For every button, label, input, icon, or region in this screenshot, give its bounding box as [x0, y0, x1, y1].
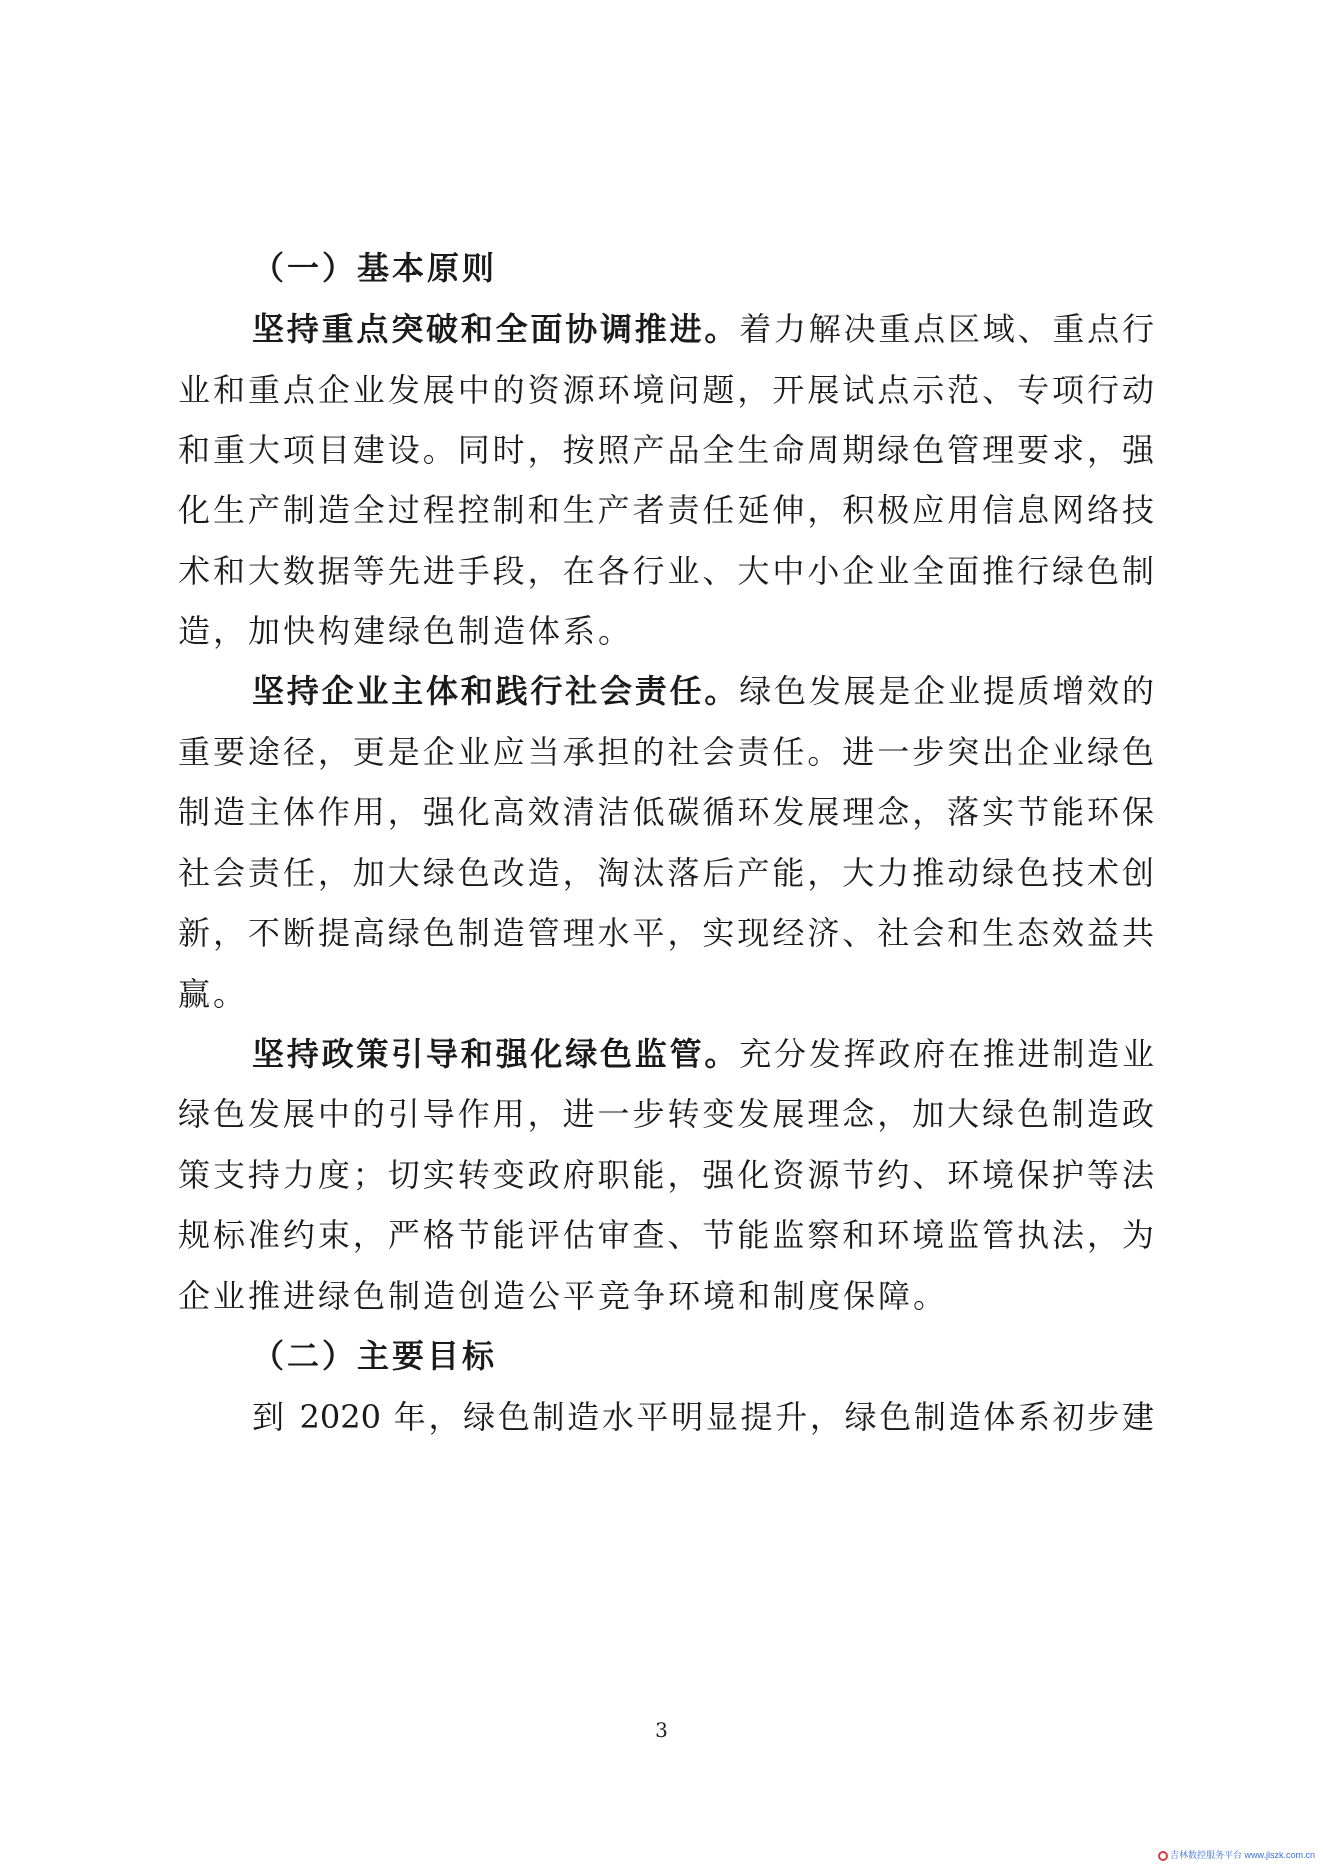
paragraph-2-line-6: 赢。	[178, 975, 249, 1013]
paragraph-2-text: 绿色发展是企业提质增效的	[739, 672, 1154, 710]
paragraph-2-lead: 坚持企业主体和践行社会责任。	[252, 672, 740, 710]
paragraph-2-line-2: 重要途径，更是企业应当承担的社会责任。进一步突出企业绿色	[178, 733, 1154, 771]
paragraph-1-line-2: 业和重点企业发展中的资源环境问题，开展试点示范、专项行动	[178, 371, 1154, 409]
paragraph-2-line-5: 新，不断提高绿色制造管理水平，实现经济、社会和生态效益共	[178, 914, 1154, 952]
paragraph-1-lead: 坚持重点突破和全面协调推进。	[252, 310, 740, 348]
paragraph-3-line-3: 策支持力度；切实转变政府职能，强化资源节约、环境保护等法	[178, 1156, 1154, 1194]
paragraph-1-line-1	[252, 309, 1154, 349]
paragraph-1-line-3: 和重大项目建设。同时，按照产品全生命周期绿色管理要求，强	[178, 431, 1154, 469]
paragraph-3-line-5: 企业推进绿色制造创造公平竞争环境和制度保障。	[178, 1277, 949, 1315]
watermark-logo-icon	[1158, 1851, 1168, 1861]
paragraph-1-line-4: 化生产制造全过程控制和生产者责任延伸，积极应用信息网络技	[178, 491, 1154, 529]
paragraph-2-line-1	[252, 671, 1154, 711]
section-heading-main-goals: （二）主要目标	[252, 1337, 498, 1375]
watermark-text: 吉林数控服务平台 www.jlszk.com.cn	[1169, 1850, 1315, 1860]
paragraph-3-line-1	[252, 1034, 1154, 1074]
section-2-paragraph-line-1: 到 2020 年，绿色制造水平明显提升，绿色制造体系初步建	[252, 1398, 1154, 1436]
watermark	[1158, 1850, 1315, 1861]
section-heading-basic-principles: （一）基本原则	[252, 249, 498, 287]
paragraph-3-line-4: 规标准约束，严格节能评估审查、节能监察和环境监管执法，为	[178, 1216, 1154, 1254]
paragraph-2-line-3: 制造主体作用，强化高效清洁低碳循环发展理念，落实节能环保	[178, 793, 1154, 831]
paragraph-1-line-6: 造，加快构建绿色制造体系。	[178, 612, 634, 650]
paragraph-3-text: 充分发挥政府在推进制造业	[739, 1035, 1154, 1073]
page-number: 3	[655, 1718, 668, 1742]
paragraph-3-line-2: 绿色发展中的引导作用，进一步转变发展理念，加大绿色制造政	[178, 1095, 1154, 1133]
paragraph-2-line-4: 社会责任，加大绿色改造，淘汰落后产能，大力推动绿色技术创	[178, 854, 1154, 892]
paragraph-1-line-5: 术和大数据等先进手段，在各行业、大中小企业全面推行绿色制	[178, 552, 1154, 590]
paragraph-3-lead: 坚持政策引导和强化绿色监管。	[252, 1035, 740, 1073]
paragraph-1-text: 着力解决重点区域、重点行	[739, 310, 1154, 348]
